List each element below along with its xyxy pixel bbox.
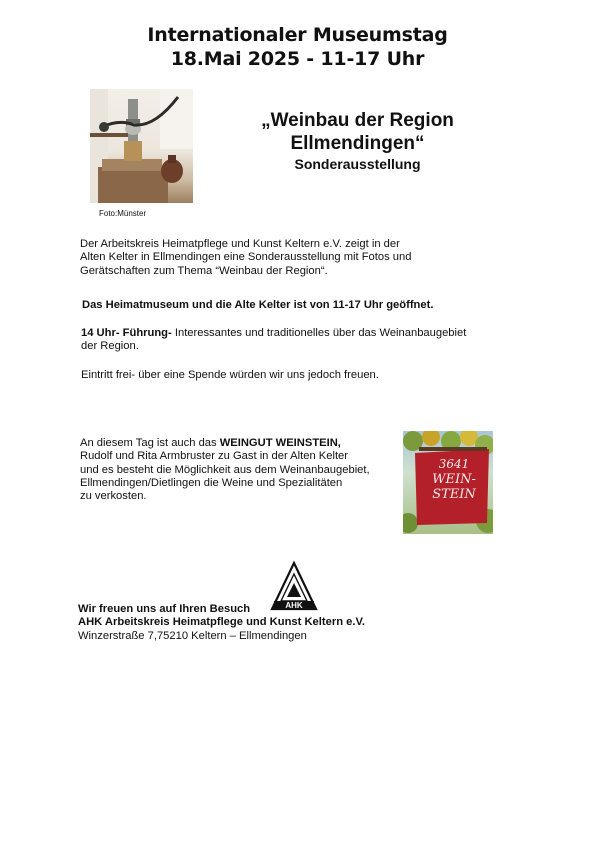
winery-line: zu verkosten. — [80, 490, 147, 503]
wine-press-photo — [90, 89, 193, 203]
admission-note: Eintritt frei- über eine Spende würden wir uns jedoch freuen. — [81, 369, 379, 381]
exhibition-subtitle: Sonderausstellung — [294, 156, 421, 172]
sign-number: 3641 — [438, 457, 470, 471]
sign-word-line1: WEIN- — [432, 472, 476, 487]
tour-label: 14 Uhr- Führung- — [81, 327, 172, 339]
winery-name: WEINGUT WEINSTEIN, — [219, 437, 341, 449]
winery-line: Ellmendingen/Dietlingen die Weine und Spezialitäten — [80, 476, 343, 489]
event-title: Internationaler Museumstag — [147, 24, 448, 46]
exhibition-title-line2: Ellmendingen“ — [290, 133, 425, 154]
weinstein-sign-photo — [403, 431, 493, 534]
tour-text-line2: der Region. — [81, 340, 139, 353]
intro-line: Alten Kelter in Ellmendingen eine Sonderausstellung mit Fotos und — [80, 251, 412, 264]
opening-hours: Das Heimatmuseum und die Alte Kelter ist von 11-17 Uhr geöffnet. — [82, 299, 434, 311]
photo-caption: Foto:Münster — [99, 209, 147, 218]
tour-info — [81, 327, 466, 354]
welcome-text: Wir freuen uns auf Ihren Besuch — [78, 603, 251, 615]
tour-text: Interessantes und traditionelles über das Weinanbaugebiet — [171, 327, 467, 339]
address: Winzerstraße 7,75210 Keltern – Ellmendingen — [78, 629, 307, 642]
intro-line: Der Arbeitskreis Heimatpflege und Kunst Keltern e.V. zeigt in der — [80, 238, 400, 250]
ahk-logo-text: AHK — [285, 601, 303, 610]
organization-name: AHK Arbeitskreis Heimatpflege und Kunst Keltern e.V. — [78, 616, 366, 629]
intro-paragraph — [80, 238, 411, 278]
intro-line: Gerätschaften zum Thema “Weinbau der Region“. — [80, 264, 328, 277]
sign-word-line2: STEIN — [432, 487, 476, 502]
footer-block — [78, 603, 365, 643]
winery-line: Rudolf und Rita Armbruster zu Gast in der Alten Kelter — [80, 450, 349, 463]
winery-paragraph — [80, 437, 370, 503]
winery-line: und es besteht die Möglichkeit aus dem Weinanbaugebiet, — [80, 463, 370, 476]
winery-intro: An diesem Tag ist auch das — [80, 437, 220, 449]
event-date: 18.Mai 2025 - 11-17 Uhr — [170, 48, 425, 70]
exhibition-title-line1: „Weinbau der Region — [261, 110, 454, 131]
